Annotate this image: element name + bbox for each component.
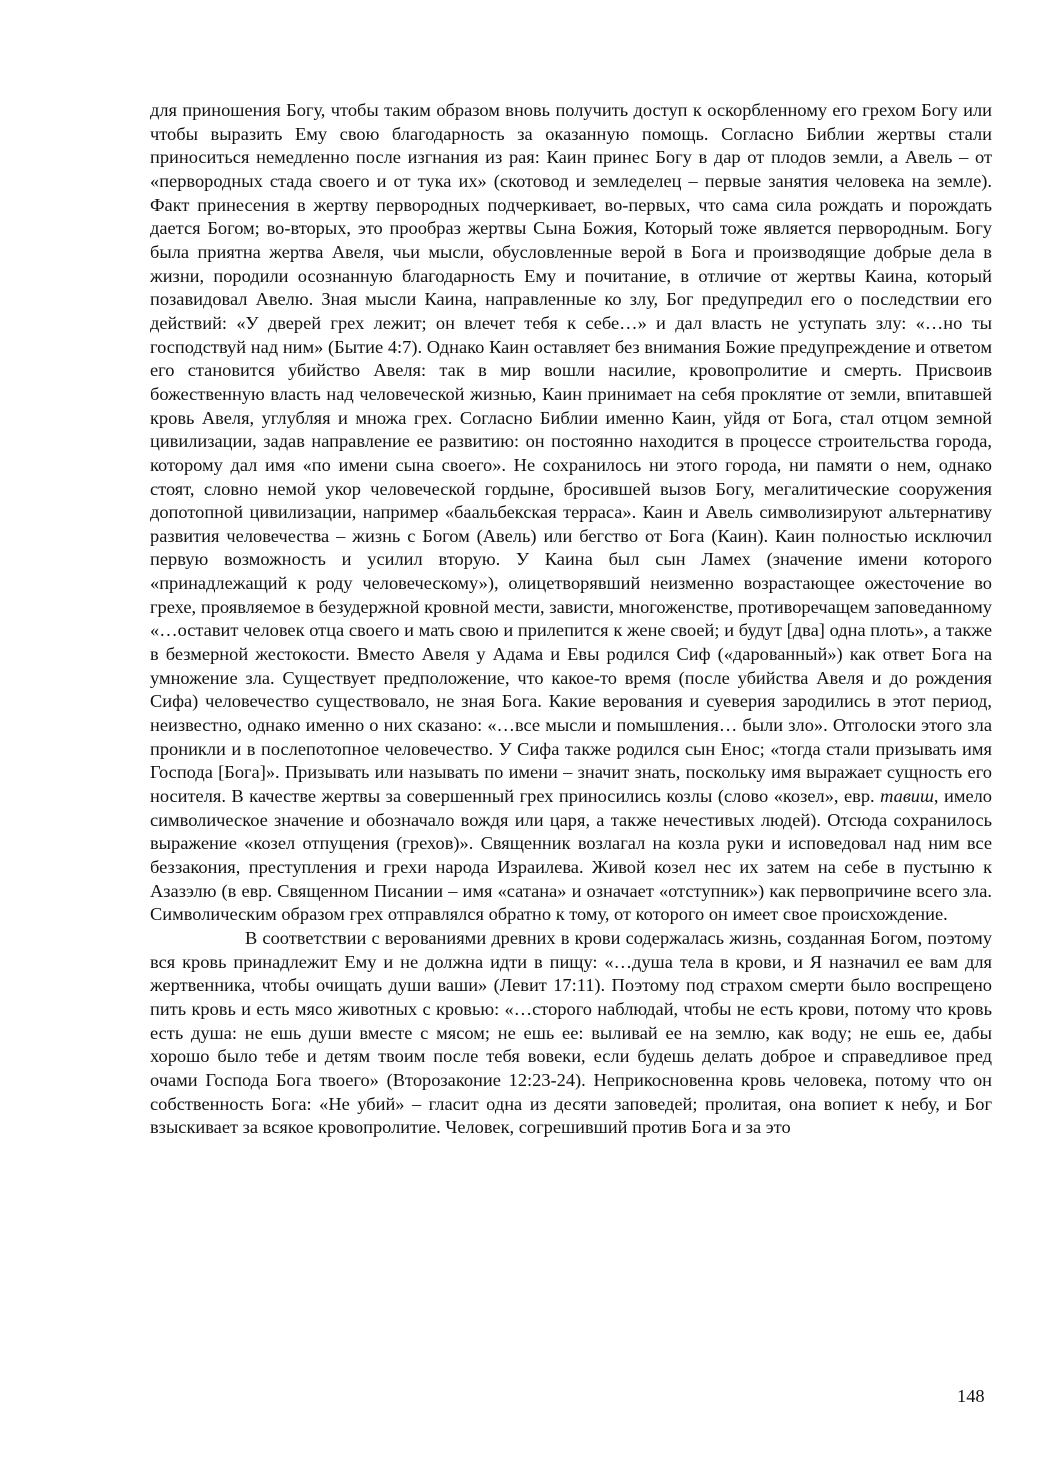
paragraph-2: В соответствии с верованиями древних в крови содержалась жизнь, созданная Богом, поэтому вся кровь принадлежит Ему и не должна идти в пищу: «…душа тела в крови, и Я назначил ее вам для жертвенника, чтобы очищать души ваши» (Левит 17:11). Поэтому под страхом смерти было воспрещено пить кровь и есть мясо животных с кровью: «…сторого наблюдай, чтобы не есть крови, потому что кровь есть душа: не ешь души вместе с мясом; не ешь ее: выливай ее на землю, как воду; не ешь ее, дабы хорошо было тебе и детям твоим после тебя вовеки, если будешь делать доброе и справедливое пред очами Господа Бога твоего» (Второзаконие 12:23-24). Неприкосновенна кровь человека, потому что он собственность Бога: «Не убий» – гласит одна из десяти заповедей; пролитая, она вопиет к небу, и Бог взыскивает за всякое кровопролитие. Человек, согрешивший против Бога и за это: [150, 927, 992, 1138]
italic-term: тавиш: [880, 786, 934, 807]
page-number: 148: [957, 1386, 985, 1406]
body-text: [150, 99, 992, 1140]
paragraph-1-part-2: , имело символическое значение и обозначало вождя или царя, а также нечестивых людей). Отсюда сохранилось выражение «козел отпущения (грехов)». Священник возлагал на козла руки и исповедовал над ним все беззакония, преступления и грехи народа Израилева. Живой козел нес их затем на себе в пустыню к Азазэлю (в евр. Священном Писании – имя «сатана» и означает «отступник») как первопричине всего зла. Символическим образом грех отправлялся обратно к тому, от которого он имеет свое происхождение.: [150, 786, 992, 925]
paragraph-1: [150, 99, 992, 927]
paragraph-1-part-1: для приношения Богу, чтобы таким образом вновь получить доступ к оскорбленному его грехом Богу или чтобы выразить Ему свою благодарность за оказанную помощь. Согласно Библии жертвы стали приноситься немедленно после изгнания из рая: Каин принес Богу в дар от плодов земли, а Авель – от «первородных стада своего и от тука их» (скотовод и земледелец – первые занятия человека на земле). Факт принесения в жертву первородных подчеркивает, во-первых, что сама сила рождать и порождать дается Богом; во-вторых, это прообраз жертвы Сына Божия, Который тоже является первородным. Богу была приятна жертва Авеля, чьи мысли, обусловленные верой в Бога и производящие добрые дела в жизни, породили осознанную благодарность Ему и почитание, в отличие от жертвы Каина, который позавидовал Авелю. Зная мысли Каина, направленные ко злу, Бог предупредил его о последствии его действий: «У дверей грех лежит; он влечет тебя к себе…» и дал власть не уступать злу: «…но ты господствуй над ним» (Бытие 4:7). Однако Каин оставляет без внимания Божие предупреждение и ответом его становится убийство Авеля: так в мир вошли насилие, кровопролитие и смерть. Присвоив божественную власть над человеческой жизнью, Каин принимает на себя проклятие от земли, впитавшей кровь Авеля, углубляя и множа грех. Согласно Библии именно Каин, уйдя от Бога, стал отцом земной цивилизации, задав направление ее развитию: он постоянно находится в процессе строительства города, которому дал имя «по имени сына своего». Не сохранилось ни этого города, ни памяти о нем, однако стоят, словно немой укор человеческой гордыне, бросившей вызов Богу, мегалитические сооружения допотопной цивилизации, например «баальбекская терраса». Каин и Авель символизируют альтернативу развития человечества – жизнь с Богом (Авель) или бегство от Бога (Каин). Каин полностью исключил первую возможность и усилил вторую. У Каина был сын Ламех (значение имени которого «принадлежащий к роду человеческому»), олицетворявший неизменно возрастающее ожесточение во грехе, проявляемое в безудержной кровной мести, зависти, многоженстве, противоречащем заповеданному «…оставит человек отца своего и мать свою и прилепится к жене своей; и будут [два] одна плоть», а также в безмерной жестокости. Вместо Авеля у Адама и Евы родился Сиф («дарованный») как ответ Бога на умножение зла. Существует предположение, что какое-то время (после убийства Авеля и до рождения Сифа) человечество существовало, не зная Бога. Какие верования и суеверия зародились в этот период, неизвестно, однако именно о них сказано: «…все мысли и помышления… были зло». Отголоски этого зла проникли и в послепотопное человечество. У Сифа также родился сын Енос; «тогда стали призывать имя Господа [Бога]». Призывать или называть по имени – значит знать, поскольку имя выражает сущность его носителя. В качестве жертвы за совершенный грех приносились козлы (слово «козел», евр.: [150, 100, 992, 807]
